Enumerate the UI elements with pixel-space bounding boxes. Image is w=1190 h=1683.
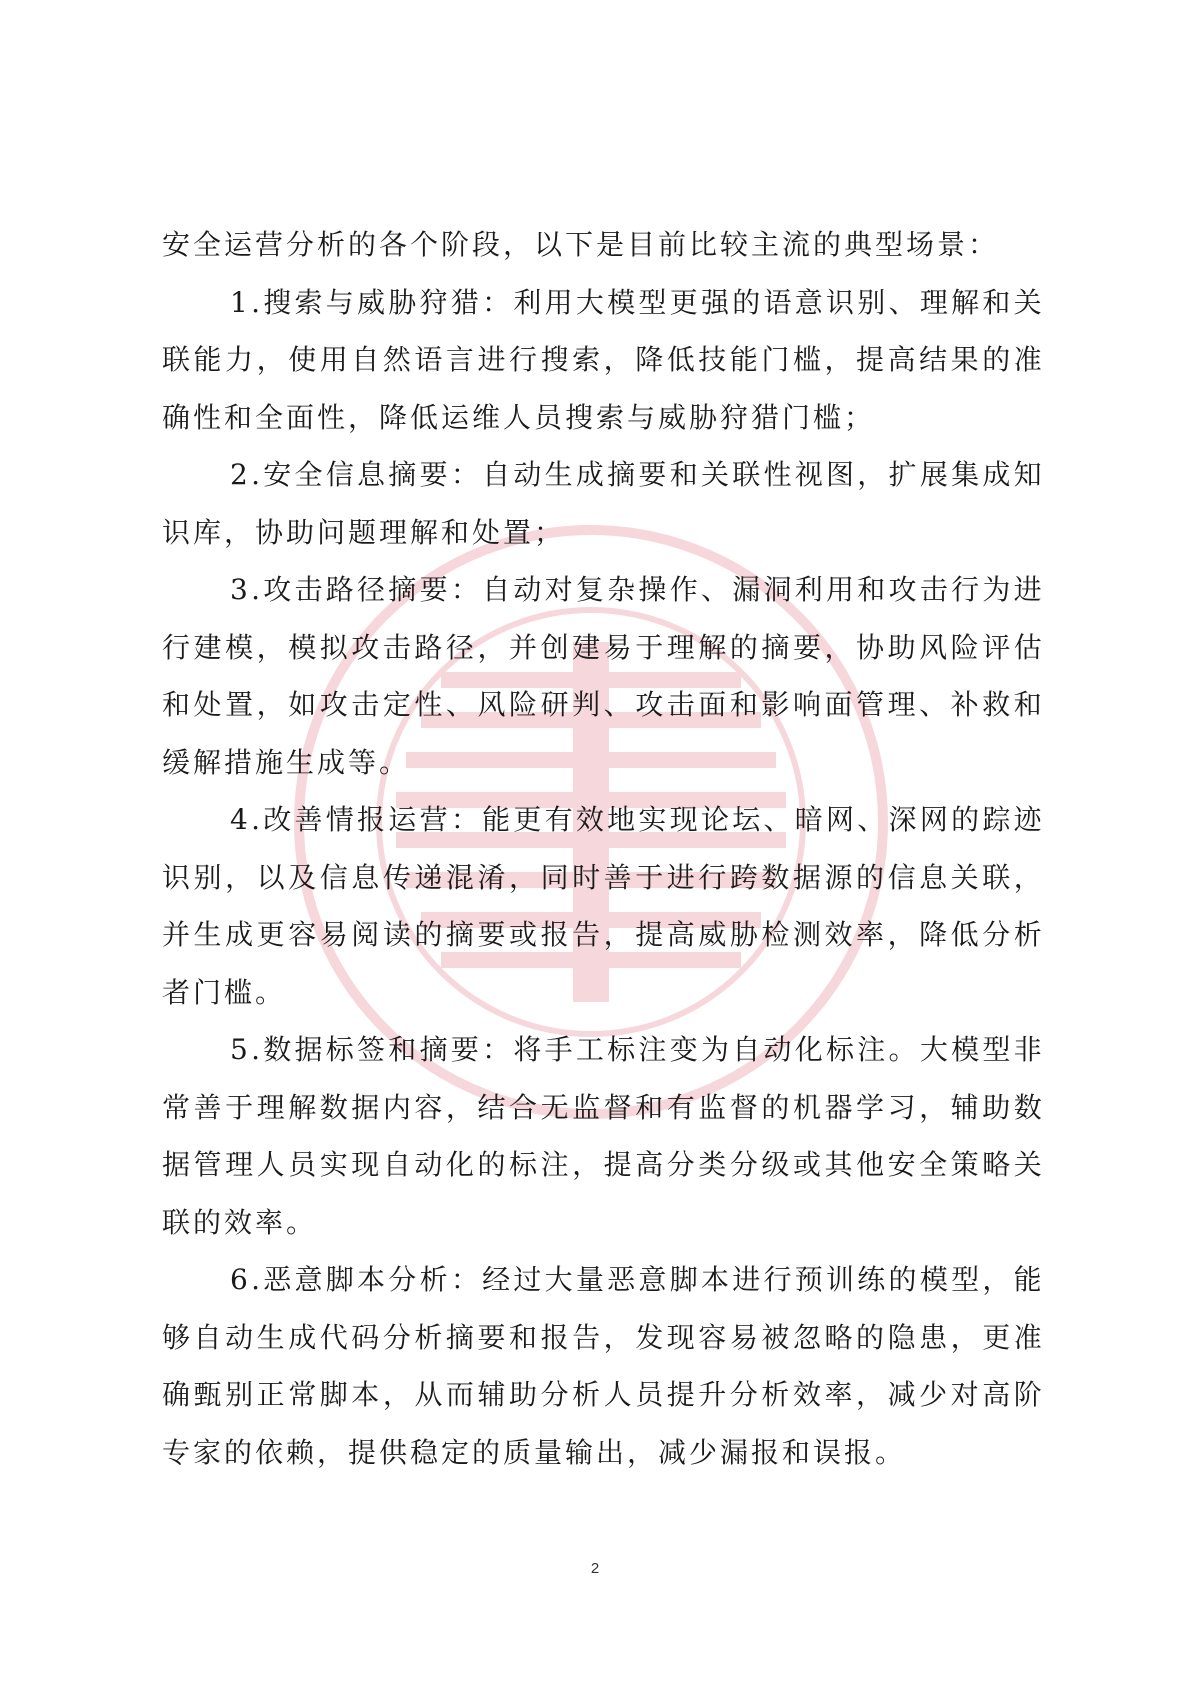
text-line: 确性和全面性，降低运维人员搜索与威胁狩猎门槛； [162, 400, 876, 434]
page-number: 2 [590, 1560, 600, 1577]
text-line: 6 . 恶 意 脚 本 分 析 ： 经 过 大 量 恶 意 脚 本 进 行 预 训 练 的 模 型 ， 能 [230, 1263, 1042, 1296]
text-line: 专家的依赖，提供稳定的质量输出，减少漏报和误报。 [162, 1435, 907, 1469]
text-line: 缓解措施生成等。 [162, 745, 411, 779]
text-line: 够 自 动 生 成 代 码 分 析 摘 要 和 报 告 ， 发 现 容 易 被 忽 略 的 隐 患 ， 更 准 [162, 1320, 1042, 1354]
text-line: 并 生 成 更 容 易 阅 读 的 摘 要 或 报 告 ， 提 高 威 胁 检 测 效 率 ， 降 低 分 析 [162, 918, 1042, 951]
text-line: 3 . 攻 击 路 径 摘 要 ： 自 动 对 复 杂 操 作 、 漏 洞 利 用 和 攻 击 行 为 进 [230, 573, 1042, 606]
text-line: 5 . 数 据 标 签 和 摘 要 ： 将 手 工 标 注 变 为 自 动 化 标 注 。 大 模 型 非 [230, 1033, 1042, 1066]
text-line: 常 善 于 理 解 数 据 内 容 ， 结 合 无 监 督 和 有 监 督 的 机 器 学 习 ， 辅 助 数 [162, 1090, 1042, 1124]
text-line: 4 . 改 善 情 报 运 营 ： 能 更 有 效 地 实 现 论 坛 、 暗 网 、 深 网 的 踪 迹 [230, 803, 1042, 836]
text-line: 2 . 安 全 信 息 摘 要 ： 自 动 生 成 摘 要 和 关 联 性 视 图 ， 扩 展 集 成 知 [230, 458, 1042, 491]
text-line: 识 别 ， 以 及 信 息 传 递 混 淆 ， 同 时 善 于 进 行 跨 数 据 源 的 信 息 关 联 ， [162, 860, 1042, 894]
text-line: 联的效率。 [162, 1205, 318, 1239]
text-line: 和 处 置 ， 如 攻 击 定 性 、 风 险 研 判 、 攻 击 面 和 影 响 面 管 理 、 补 救 和 [162, 688, 1042, 721]
body-text [162, 216, 1042, 1481]
text-line: 据 管 理 人 员 实 现 自 动 化 的 标 注 ， 提 高 分 类 分 级 或 其 他 安 全 策 略 关 [162, 1148, 1042, 1181]
text-line: 确 甄 别 正 常 脚 本 ， 从 而 辅 助 分 析 人 员 提 升 分 析 效 率 ， 减 少 对 高 阶 [162, 1378, 1042, 1411]
text-line: 安全运营分析的各个阶段，以下是目前比较主流的典型场景： [162, 228, 1000, 261]
text-line: 联 能 力 ， 使 用 自 然 语 言 进 行 搜 索 ， 降 低 技 能 门 槛 ， 提 高 结 果 的 准 [162, 343, 1042, 376]
text-line: 1 . 搜 索 与 威 胁 狩 猎 ： 利 用 大 模 型 更 强 的 语 意 识 别 、 理 解 和 关 [230, 285, 1042, 319]
text-line: 者门槛。 [162, 975, 287, 1009]
text-line: 行 建 模 ， 模 拟 攻 击 路 径 ， 并 创 建 易 于 理 解 的 摘 要 ， 协 助 风 险 评 估 [162, 630, 1042, 664]
text-line: 识库，协助问题理解和处置； [162, 515, 566, 549]
